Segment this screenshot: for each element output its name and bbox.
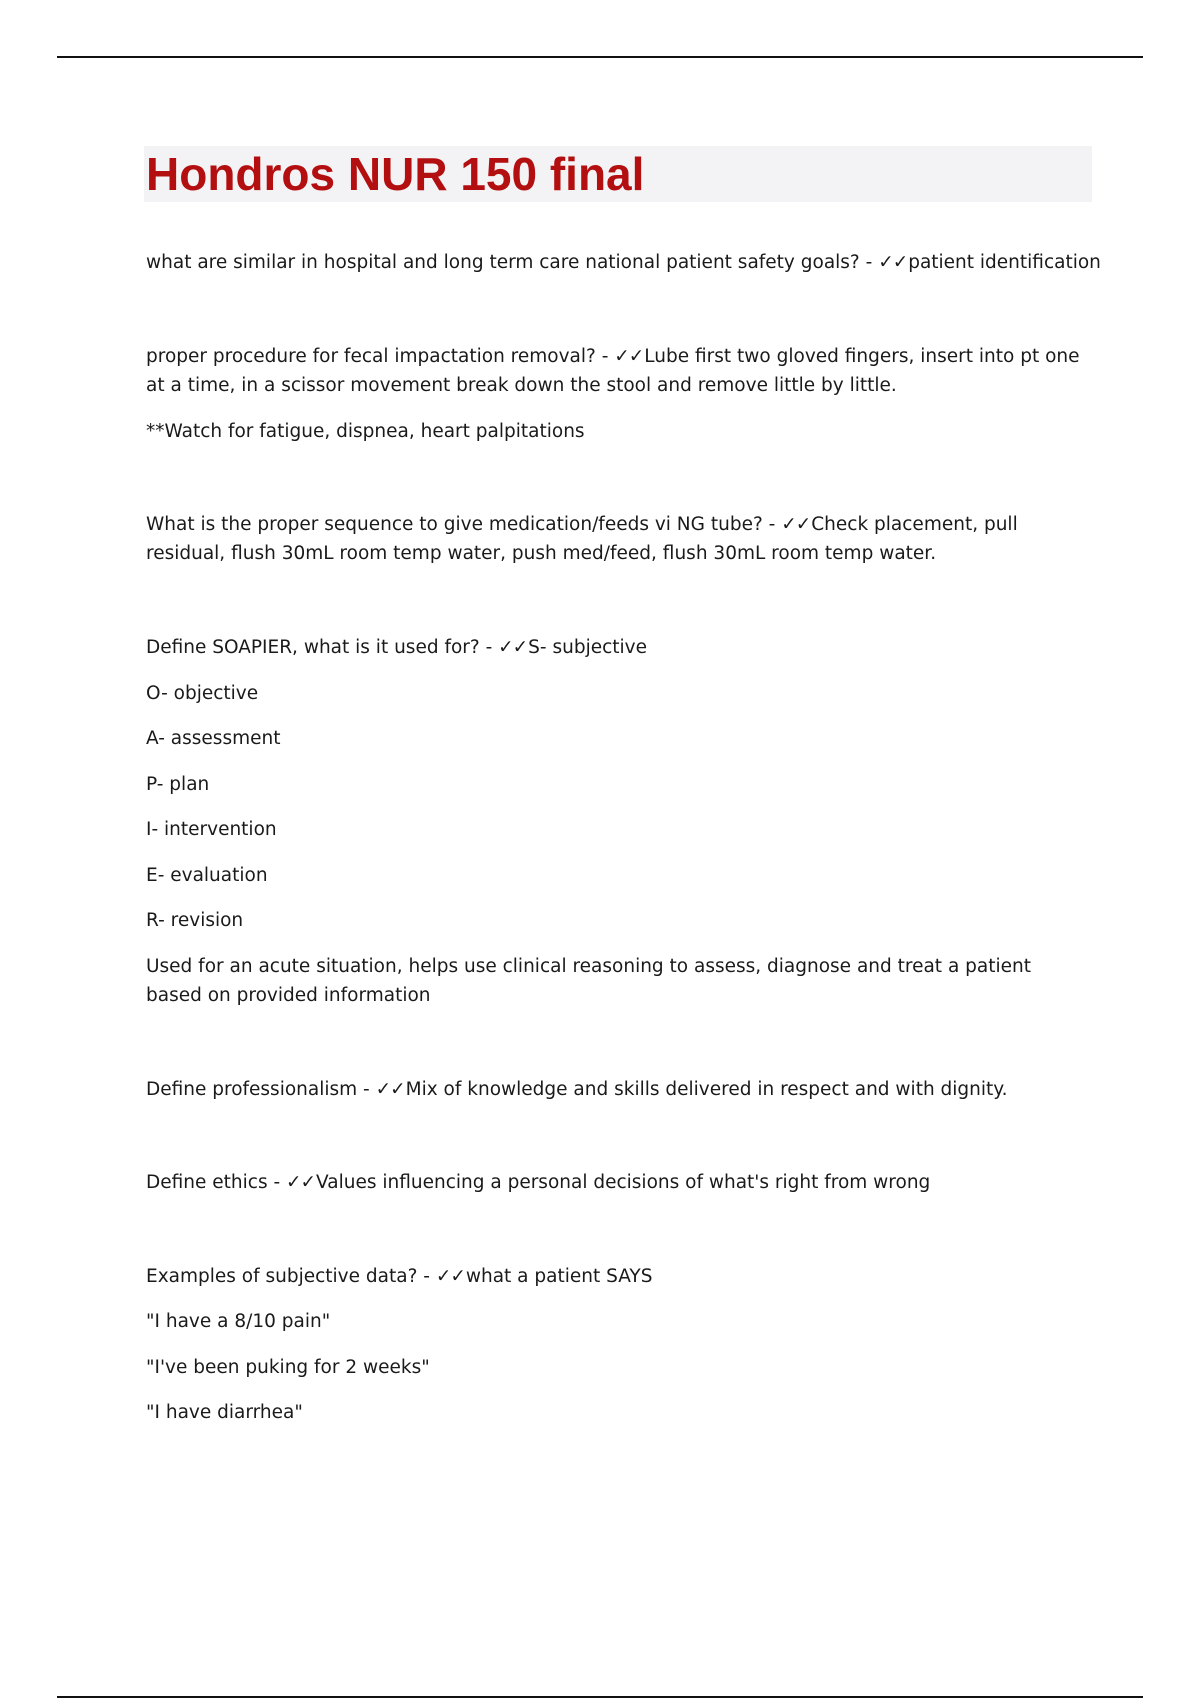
checkmark-icon: ✓✓ bbox=[375, 1079, 405, 1100]
flashcard-ethics bbox=[146, 1168, 1086, 1197]
soapier-usage: Used for an acute situation, helps use clinical reasoning to assess, diagnose and treat a patient based on provided information bbox=[146, 956, 1031, 1006]
flashcard-fecal-impaction bbox=[146, 342, 1086, 400]
soapier-line: O- objective bbox=[146, 683, 259, 704]
checkmark-icon: ✓✓ bbox=[878, 252, 908, 273]
flashcard-safety-goals bbox=[146, 248, 1101, 277]
answer-text: Mix of knowledge and skills delivered in respect and with dignity. bbox=[405, 1079, 1008, 1100]
subjective-example: "I have diarrhea" bbox=[146, 1402, 303, 1423]
document-title: Hondros NUR 150 final bbox=[146, 148, 645, 200]
answer-text: S- subjective bbox=[528, 637, 647, 658]
subjective-example: "I have a 8/10 pain" bbox=[146, 1311, 331, 1332]
answer-text: what a patient SAYS bbox=[465, 1266, 653, 1287]
checkmark-icon: ✓✓ bbox=[781, 514, 811, 535]
soapier-line: I- intervention bbox=[146, 819, 277, 840]
soapier-line: E- evaluation bbox=[146, 865, 268, 886]
subjective-example: "I've been puking for 2 weeks" bbox=[146, 1357, 430, 1378]
flashcard-subjective-data bbox=[146, 1262, 1086, 1291]
question-text: What is the proper sequence to give medication/feeds vi NG tube? - bbox=[146, 514, 782, 535]
soapier-line: A- assessment bbox=[146, 728, 281, 749]
footer-rule bbox=[57, 1696, 1143, 1698]
header-rule bbox=[57, 56, 1143, 58]
checkmark-icon: ✓✓ bbox=[614, 346, 644, 367]
answer-text: Lube first two gloved fingers, insert into pt one at a time, in a scissor movement break down the stool and remove little by little. bbox=[146, 346, 1080, 396]
question-text: Define ethics - bbox=[146, 1172, 287, 1193]
soapier-line: R- revision bbox=[146, 910, 244, 931]
question-text: Examples of subjective data? - bbox=[146, 1266, 436, 1287]
flashcard-professionalism bbox=[146, 1075, 1086, 1104]
answer-note: **Watch for fatigue, dispnea, heart palpitations bbox=[146, 421, 585, 442]
question-text: Define professionalism - bbox=[146, 1079, 376, 1100]
question-text: what are similar in hospital and long term care national patient safety goals? - bbox=[146, 252, 879, 273]
flashcard-soapier bbox=[146, 633, 1086, 662]
answer-text: Check placement, pull residual, flush 30mL room temp water, push med/feed, flush 30mL room temp water. bbox=[146, 514, 1018, 564]
question-text: Define SOAPIER, what is it used for? - bbox=[146, 637, 499, 658]
answer-text: Values influencing a personal decisions of what's right from wrong bbox=[316, 1172, 931, 1193]
soapier-line: P- plan bbox=[146, 774, 210, 795]
checkmark-icon: ✓✓ bbox=[286, 1172, 316, 1193]
answer-text: patient identification bbox=[908, 252, 1101, 273]
question-text: proper procedure for fecal impactation removal? - bbox=[146, 346, 615, 367]
flashcard-ng-tube bbox=[146, 510, 1086, 568]
checkmark-icon: ✓✓ bbox=[498, 637, 528, 658]
checkmark-icon: ✓✓ bbox=[435, 1266, 465, 1287]
